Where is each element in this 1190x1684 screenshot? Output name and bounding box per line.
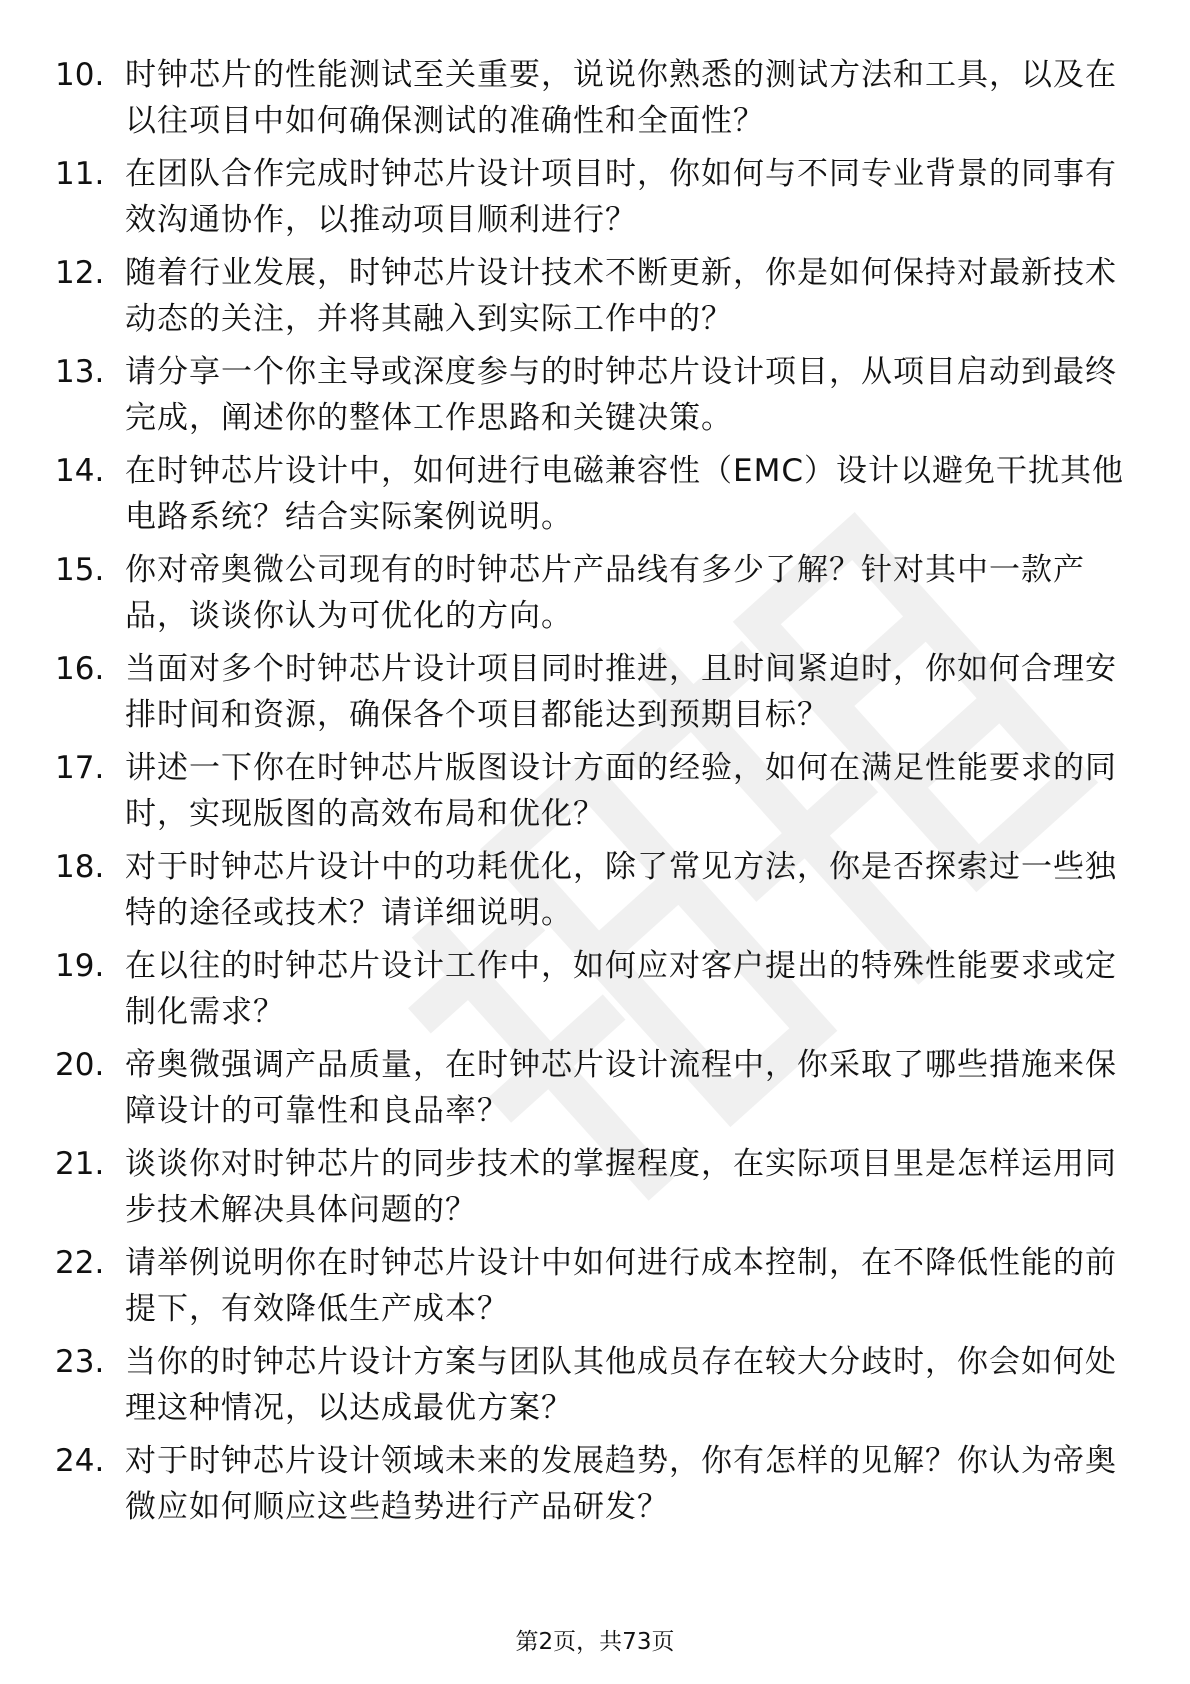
question-item [55, 151, 1135, 250]
question-text: 时钟芯片的性能测试至关重要，说说你熟悉的测试方法和工具，以及在以往项目中如何确保测试的准确性和全面性？ [125, 57, 1117, 139]
question-number: 18. [55, 849, 105, 885]
page-number-label: 第2页，共73页 [515, 1629, 675, 1655]
question-number: 24. [55, 1443, 105, 1479]
question-item [55, 745, 1135, 844]
question-item [55, 250, 1135, 349]
question-number: 15. [55, 552, 105, 588]
question-item [55, 943, 1135, 1042]
question-text: 对于时钟芯片设计中的功耗优化，除了常见方法，你是否探索过一些独特的途径或技术？请详细说明。 [125, 849, 1117, 931]
question-number: 22. [55, 1245, 105, 1281]
question-list [55, 52, 1135, 1537]
question-number: 23. [55, 1344, 105, 1380]
question-item [55, 1240, 1135, 1339]
question-item [55, 349, 1135, 448]
page-footer [0, 1627, 1190, 1657]
question-item [55, 844, 1135, 943]
question-text: 你对帝奥微公司现有的时钟芯片产品线有多少了解？针对其中一款产品，谈谈你认为可优化的方向。 [125, 552, 1085, 634]
question-text: 对于时钟芯片设计领域未来的发展趋势，你有怎样的见解？你认为帝奥微应如何顺应这些趋势进行产品研发？ [125, 1443, 1117, 1525]
question-text: 谈谈你对时钟芯片的同步技术的掌握程度，在实际项目里是怎样运用同步技术解决具体问题的？ [125, 1146, 1117, 1228]
question-item [55, 1141, 1135, 1240]
question-number: 10. [55, 57, 105, 93]
question-text: 当你的时钟芯片设计方案与团队其他成员存在较大分歧时，你会如何处理这种情况，以达成最优方案？ [125, 1344, 1117, 1426]
question-number: 19. [55, 948, 105, 984]
question-number: 12. [55, 255, 105, 291]
question-item [55, 52, 1135, 151]
question-text: 请分享一个你主导或深度参与的时钟芯片设计项目，从项目启动到最终完成，阐述你的整体工作思路和关键决策。 [125, 354, 1117, 436]
question-number: 21. [55, 1146, 105, 1182]
question-text: 在团队合作完成时钟芯片设计项目时，你如何与不同专业背景的同事有效沟通协作，以推动项目顺利进行？ [125, 156, 1117, 238]
question-text: 在时钟芯片设计中，如何进行电磁兼容性（EMC）设计以避免干扰其他电路系统？结合实际案例说明。 [125, 453, 1124, 535]
question-text: 讲述一下你在时钟芯片版图设计方面的经验，如何在满足性能要求的同时，实现版图的高效布局和优化？ [125, 750, 1117, 832]
question-number: 11. [55, 156, 105, 192]
question-item [55, 1042, 1135, 1141]
question-item [55, 646, 1135, 745]
question-text: 帝奥微强调产品质量，在时钟芯片设计流程中，你采取了哪些措施来保障设计的可靠性和良品率？ [125, 1047, 1117, 1129]
question-item [55, 448, 1135, 547]
question-number: 13. [55, 354, 105, 390]
question-item [55, 1339, 1135, 1438]
question-number: 17. [55, 750, 105, 786]
question-text: 请举例说明你在时钟芯片设计中如何进行成本控制，在不降低性能的前提下，有效降低生产成本？ [125, 1245, 1117, 1327]
question-text: 随着行业发展，时钟芯片设计技术不断更新，你是如何保持对最新技术动态的关注，并将其融入到实际工作中的？ [125, 255, 1117, 337]
question-number: 16. [55, 651, 105, 687]
question-text: 在以往的时钟芯片设计工作中，如何应对客户提出的特殊性能要求或定制化需求？ [125, 948, 1117, 1030]
question-number: 20. [55, 1047, 105, 1083]
question-item [55, 1438, 1135, 1537]
question-item [55, 547, 1135, 646]
question-text: 当面对多个时钟芯片设计项目同时推进，且时间紧迫时，你如何合理安排时间和资源，确保各个项目都能达到预期目标？ [125, 651, 1117, 733]
question-number: 14. [55, 453, 105, 489]
